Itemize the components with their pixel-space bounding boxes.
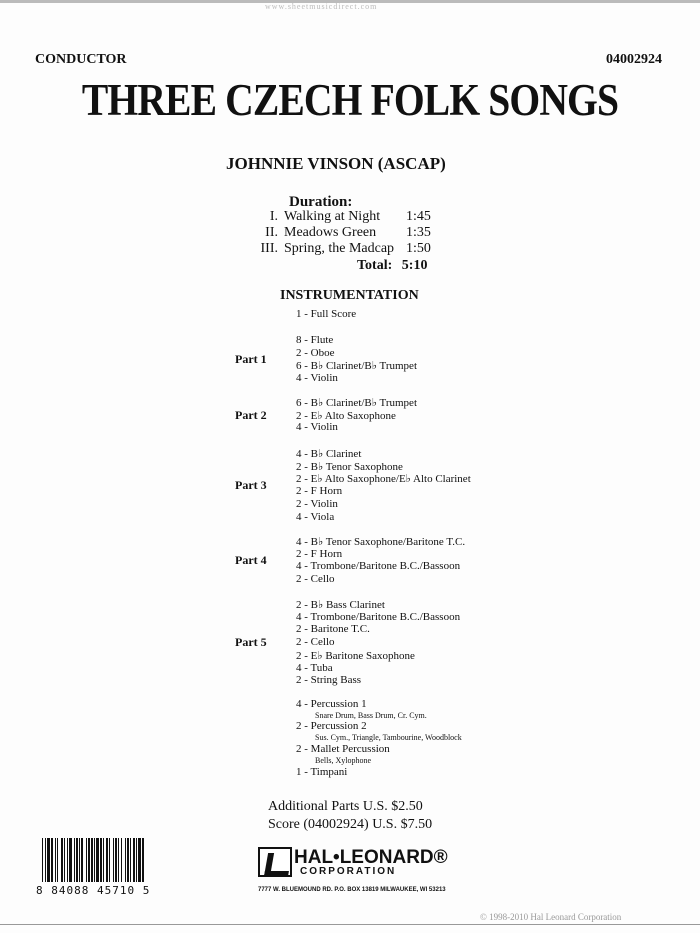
percussion-line: 2 - Mallet Percussion	[296, 743, 390, 755]
instrument-line: 2 - String Bass	[296, 674, 362, 687]
barcode-bar	[94, 838, 95, 882]
percussion-line: 2 - Percussion 2	[296, 720, 367, 732]
movement-numeral: III.	[260, 241, 278, 256]
barcode-bar	[51, 838, 53, 882]
barcode-bar	[69, 838, 72, 882]
catalog-number: 04002924	[606, 52, 662, 67]
barcode-bar	[142, 838, 144, 882]
instrument-line: 4 - Violin	[296, 372, 338, 385]
instrument-line: 6 - B♭ Clarinet/B♭ Trumpet	[296, 360, 417, 373]
percussion-line: 4 - Percussion 1	[296, 698, 367, 710]
barcode-bar	[100, 838, 102, 882]
edition-label: CONDUCTOR	[35, 52, 127, 67]
percussion-detail: Snare Drum, Bass Drum, Cr. Cym.	[315, 711, 427, 720]
barcode-bar	[64, 838, 65, 882]
instrumentation-heading: INSTRUMENTATION	[280, 288, 419, 303]
barcode-bar	[96, 838, 99, 882]
barcode-bar	[74, 838, 75, 882]
movement-name: Walking at Night	[284, 209, 381, 224]
instrument-line: 4 - Trombone/Baritone B.C./Bassoon	[296, 610, 461, 623]
instrument-line: 2 - E♭ Alto Saxophone/E♭ Alto Clarinet	[296, 473, 471, 486]
instrument-line: 4 - B♭ Tenor Saxophone/Baritone T.C.	[296, 536, 466, 548]
top-watermark: www.sheetmusicdirect.com	[265, 2, 378, 11]
barcode-bar	[81, 838, 83, 882]
barcode-bar	[91, 838, 93, 882]
barcode-bar	[109, 838, 110, 882]
movement-name: Spring, the Madcap	[284, 241, 395, 256]
barcode-bar	[125, 838, 126, 882]
barcode-bar	[42, 838, 43, 882]
movement-time: 1:35	[406, 225, 431, 240]
instrument-line: 4 - Tuba	[296, 661, 333, 674]
instrument-line: 6 - B♭ Clarinet/B♭ Trumpet	[296, 397, 417, 409]
barcode-number: 8 84088 45710 5	[36, 884, 151, 897]
barcode-bar	[88, 838, 90, 882]
barcode-bar	[130, 838, 131, 882]
instrument-line: 2 - Violin	[296, 497, 338, 510]
movement-numeral: I.	[269, 209, 278, 224]
barcode-bar	[118, 838, 119, 882]
total-time: 5:10	[401, 258, 428, 273]
percussion-line: 1 - Timpani	[296, 766, 348, 778]
page-title: THREE CZECH FOLK SONGS	[81, 75, 619, 125]
instrument-line: 2 - F Horn	[296, 547, 343, 560]
part-label: Part 2	[235, 407, 267, 422]
part-label: Part 4	[235, 553, 267, 568]
part-label: Part 1	[235, 352, 267, 367]
instrument-line: 4 - B♭ Clarinet	[296, 448, 362, 460]
instrument-line: 2 - B♭ Tenor Saxophone	[296, 460, 403, 473]
part-label: Part 3	[235, 477, 267, 492]
barcode-bar	[45, 838, 46, 882]
part-label: Part 5	[235, 635, 267, 650]
barcode-bar	[67, 838, 68, 882]
footer-copyright: © 1998-2010 Hal Leonard Corporation	[480, 912, 622, 922]
publisher-address: 7777 W. BLUEMOUND RD. P.O. BOX 13819 MILWAUKEE, WI 53213	[258, 887, 446, 893]
bottom-rule	[0, 924, 700, 925]
hal-leonard-logo	[258, 847, 458, 887]
movement-time: 1:45	[406, 209, 431, 224]
percussion-detail: Bells, Xylophone	[315, 756, 371, 765]
barcode-bar	[127, 838, 129, 882]
instrument-line: 2 - Cello	[296, 573, 335, 586]
barcode-bar	[113, 838, 114, 882]
barcode-bar	[115, 838, 117, 882]
instrument-line: 2 - E♭ Alto Saxophone	[296, 409, 396, 422]
duration-total	[357, 258, 427, 274]
instrument-line: 2 - Baritone T.C.	[296, 623, 370, 636]
percussion-detail: Sus. Cym., Triangle, Tambourine, Woodblock	[315, 733, 462, 742]
instrument-line: 2 - B♭ Bass Clarinet	[296, 599, 385, 611]
instrument-line: 8 - Flute	[296, 334, 334, 346]
barcode-bar	[133, 838, 135, 882]
total-label: Total:	[357, 258, 393, 273]
barcode-bar	[121, 838, 122, 882]
instrument-line: 4 - Violin	[296, 421, 338, 434]
barcode-bar	[106, 838, 108, 882]
full-score-line: 1 - Full Score	[296, 308, 357, 320]
barcode-bar	[136, 838, 137, 882]
movement-name: Meadows Green	[284, 225, 377, 240]
barcode-bar	[86, 838, 87, 882]
barcode-bar	[79, 838, 80, 882]
instrument-line: 4 - Trombone/Baritone B.C./Bassoon	[296, 560, 461, 573]
movement-numeral: II.	[265, 225, 278, 240]
instrument-line: 4 - Viola	[296, 510, 335, 523]
duration-heading: Duration:	[289, 194, 353, 210]
publisher-corp: CORPORATION	[300, 866, 397, 877]
instrument-line: 2 - Oboe	[296, 346, 335, 359]
instrument-line: 2 - F Horn	[296, 485, 343, 498]
score-price: Score (04002924) U.S. $7.50	[268, 817, 433, 832]
barcode-bar	[57, 838, 58, 882]
movement-time: 1:50	[406, 241, 431, 256]
barcode-bar	[76, 838, 78, 882]
additional-parts-price: Additional Parts U.S. $2.50	[268, 799, 423, 814]
publisher-name: HAL•LEONARD®	[294, 847, 448, 868]
instrument-line: 2 - E♭ Baritone Saxophone	[296, 649, 415, 662]
barcode-bar	[47, 838, 50, 882]
barcode-bar	[138, 838, 141, 882]
price-block	[268, 798, 432, 834]
composer: JOHNNIE VINSON (ASCAP)	[226, 154, 446, 173]
hal-leonard-mark-icon	[258, 847, 292, 877]
barcode-bar	[55, 838, 56, 882]
instrument-line: 2 - Cello	[296, 636, 335, 649]
barcode-bar	[103, 838, 104, 882]
barcode-bar	[61, 838, 63, 882]
